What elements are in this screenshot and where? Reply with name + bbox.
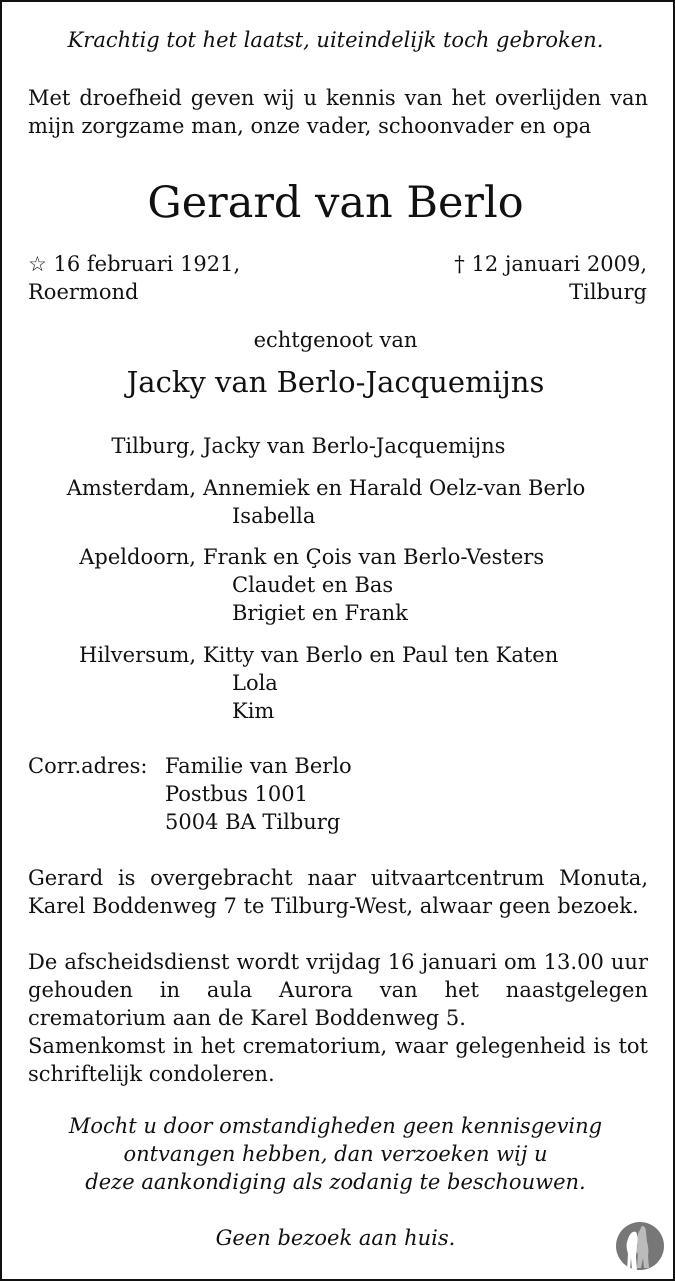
family-names: Frank en Çois van Berlo-Vesters xyxy=(203,545,545,569)
family-names: Annemiek en Harald Oelz-van Berlo xyxy=(203,476,586,500)
family-child: Kim xyxy=(232,699,275,723)
spouse-name: Jacky van Berlo-Jacquemijns xyxy=(126,365,545,399)
family-city: Amsterdam, xyxy=(66,476,196,500)
intro-text: Met droefheid geven wij u kennis van het overlijden van mijn zorgzame man, onze vader, schoonvader en opa xyxy=(28,86,648,138)
family-city: Hilversum, xyxy=(79,643,196,667)
family-names: Jacky van Berlo-Jacquemijns xyxy=(203,434,506,458)
corr-line: Familie van Berlo xyxy=(165,754,352,778)
family-child: Lola xyxy=(232,671,278,695)
family-city: Tilburg, xyxy=(111,434,196,458)
family-names: Kitty van Berlo en Paul ten Katen xyxy=(203,643,559,667)
family-child: Brigiet en Frank xyxy=(232,601,408,625)
corr-line: Postbus 1001 xyxy=(165,782,309,806)
cross-icon: † xyxy=(454,252,465,276)
death-place: Tilburg xyxy=(569,280,647,304)
family-city: Apeldoorn, xyxy=(79,545,196,569)
notice-line: deze aankondiging als zodanig te beschouwen. xyxy=(85,1170,586,1194)
spouse-label: echtgenoot van xyxy=(253,328,418,352)
birth-date: ☆ 16 februari 1921, xyxy=(28,252,241,276)
death-date: † 12 januari 2009, xyxy=(454,252,647,276)
details-paragraph: Gerard is overgebracht naar uitvaartcentrum Monuta, Karel Boddenweg 7 te Tilburg-West, alwaar geen bezoek. xyxy=(28,866,648,918)
family-child: Claudet en Bas xyxy=(232,573,394,597)
family-child: Isabella xyxy=(232,504,316,528)
embracing-figures-logo-icon xyxy=(616,1222,664,1270)
closing-text: Geen bezoek aan huis. xyxy=(215,1226,456,1250)
notice-line: ontvangen hebben, dan verzoeken wij u xyxy=(123,1142,548,1166)
notice-line: Mocht u door omstandigheden geen kennisgeving xyxy=(68,1114,603,1138)
corr-line: 5004 BA Tilburg xyxy=(165,810,341,834)
star-icon: ☆ xyxy=(28,252,47,276)
birth-place: Roermond xyxy=(28,280,139,304)
corr-label: Corr.adres: xyxy=(28,754,148,778)
details-paragraph: De afscheidsdienst wordt vrijdag 16 januari om 13.00 uur gehouden in aula Aurora van het naastgelegen crematorium aan de Karel Boddenweg 5. xyxy=(28,950,648,1030)
details-paragraph: Samenkomst in het crematorium, waar gelegenheid is tot schriftelijk condoleren. xyxy=(28,1034,648,1086)
deceased-name: Gerard van Berlo xyxy=(147,178,524,228)
motto: Krachtig tot het laatst, uiteindelijk toch gebroken. xyxy=(67,28,604,52)
